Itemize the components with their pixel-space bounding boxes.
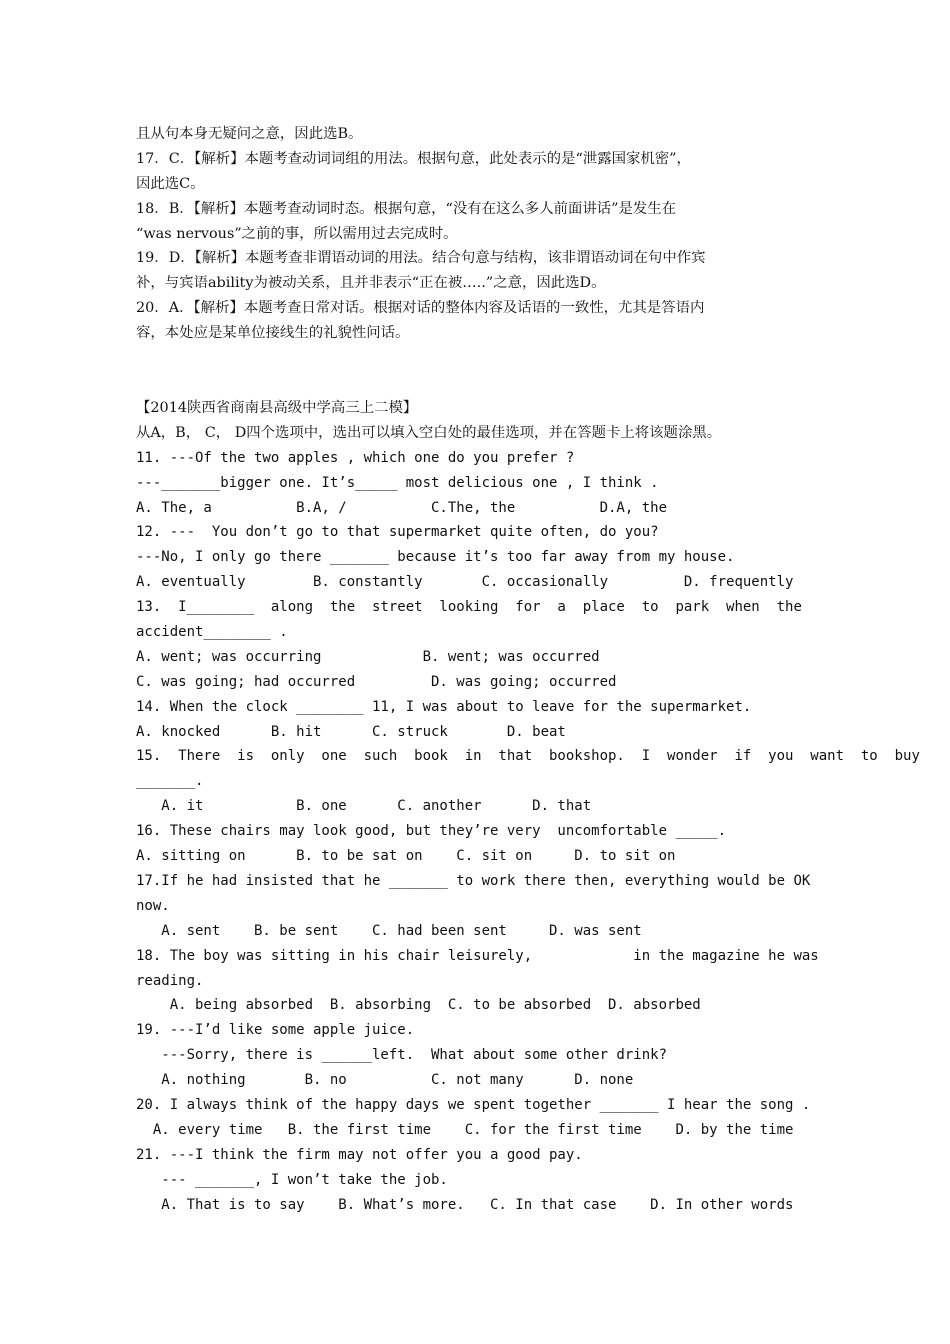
question-line: 11. ---Of the two apples , which one do you prefer ?: [136, 449, 575, 466]
question-line: reading.: [136, 972, 204, 989]
answer-line: 容，本处应是某单位接线生的礼貌性问话。: [136, 325, 410, 342]
question-line: A. sent B. be sent C. had been sent D. was sent: [136, 922, 642, 939]
question-line: 20. I always think of the happy days we spent together _______ I hear the song .: [136, 1096, 811, 1113]
question-line: accident________ .: [136, 624, 288, 641]
question-line: 21. ---I think the firm may not offer you a good pay.: [136, 1146, 583, 1163]
question-line: 14. When the clock ________ 11, I was about to leave for the supermarket.: [136, 698, 752, 715]
answer-line: 且从句本身无疑问之意，因此选B。: [136, 126, 363, 142]
question-line: A. every time B. the first time C. for the first time D. by the time: [136, 1121, 794, 1138]
question-line: A. sitting on B. to be sat on C. sit on D. to sit on: [136, 848, 676, 865]
question-line: 18. The boy was sitting in his chair leisurely, in the magazine he was: [136, 947, 819, 964]
question-line: A. being absorbed B. absorbing C. to be absorbed D. absorbed: [136, 997, 701, 1014]
question-line: A. nothing B. no C. not many D. none: [136, 1072, 634, 1089]
document-page: [136, 122, 920, 1217]
question-line: 16. These chairs may look good, but they’re very uncomfortable _____.: [136, 823, 727, 840]
answer-line: 17．C．【解析】本题考查动词词组的用法。根据句意，此处表示的是“泄露国家机密”，: [136, 150, 691, 167]
question-line: 12. --- You don’t go to that supermarket quite often, do you?: [136, 524, 659, 541]
question-line: A. That is to say B. What’s more. C. In that case D. In other words: [136, 1196, 794, 1213]
question-line: 17.If he had insisted that he _______ to work there then, everything would be OK: [136, 872, 811, 889]
answer-line: 20．A．【解析】本题考查日常对话。根据对话的整体内容及话语的一致性，尤其是答语内: [136, 300, 705, 317]
question-line: A. went; was occurring B. went; was occurred: [136, 648, 600, 665]
question-line: ---Sorry, there is ______left. What about some other drink?: [136, 1047, 668, 1064]
question-line: ---_______bigger one. It’s_____ most delicious one , I think .: [136, 474, 659, 491]
question-list: [136, 446, 920, 1218]
question-line: _______.: [136, 773, 204, 790]
answer-line: 19．D．【解析】本题考查非谓语动词的用法。结合句意与结构，该非谓语动词在句中作宾: [136, 250, 706, 267]
section-title: 【2014陕西省商南县高级中学高三上二模】: [136, 400, 418, 417]
answer-line: 18．B．【解析】本题考查动词时态。根据句意，“没有在这么多人前面讲话”是发生在: [136, 200, 677, 217]
answer-line: “was nervous”之前的事，所以需用过去完成时。: [136, 225, 458, 242]
question-line: 13. I________ along the street looking for a place to park when the: [136, 599, 802, 616]
question-line: A. knocked B. hit C. struck D. beat: [136, 723, 566, 740]
question-line: --- _______, I won’t take the job.: [136, 1171, 448, 1188]
question-line: A. eventually B. constantly C. occasionally D. frequently: [136, 574, 794, 591]
question-line: ---No, I only go there _______ because it’s too far away from my house.: [136, 549, 735, 566]
answer-line: 因此选C。: [136, 175, 205, 192]
question-line: C. was going; had occurred D. was going; occurred: [136, 673, 617, 690]
answer-explanations: [136, 122, 816, 346]
section-header: [136, 396, 816, 446]
question-line: now.: [136, 897, 170, 914]
question-line: A. The, a B.A, / C.The, the D.A, the: [136, 499, 668, 516]
answer-line: 补，与宾语ability为被动关系，且并非表示“正在被…..”之意，因此选D。: [136, 275, 606, 292]
question-line: 15. There is only one such book in that bookshop. I wonder if you want to buy: [136, 748, 920, 765]
question-line: 19. ---I’d like some apple juice.: [136, 1022, 415, 1039]
question-line: A. it B. one C. another D. that: [136, 798, 592, 815]
section-instruction: 从A，B， C， D四个选项中，选出可以填入空白处的最佳选项，并在答题卡上将该题涂黑。: [136, 424, 722, 441]
